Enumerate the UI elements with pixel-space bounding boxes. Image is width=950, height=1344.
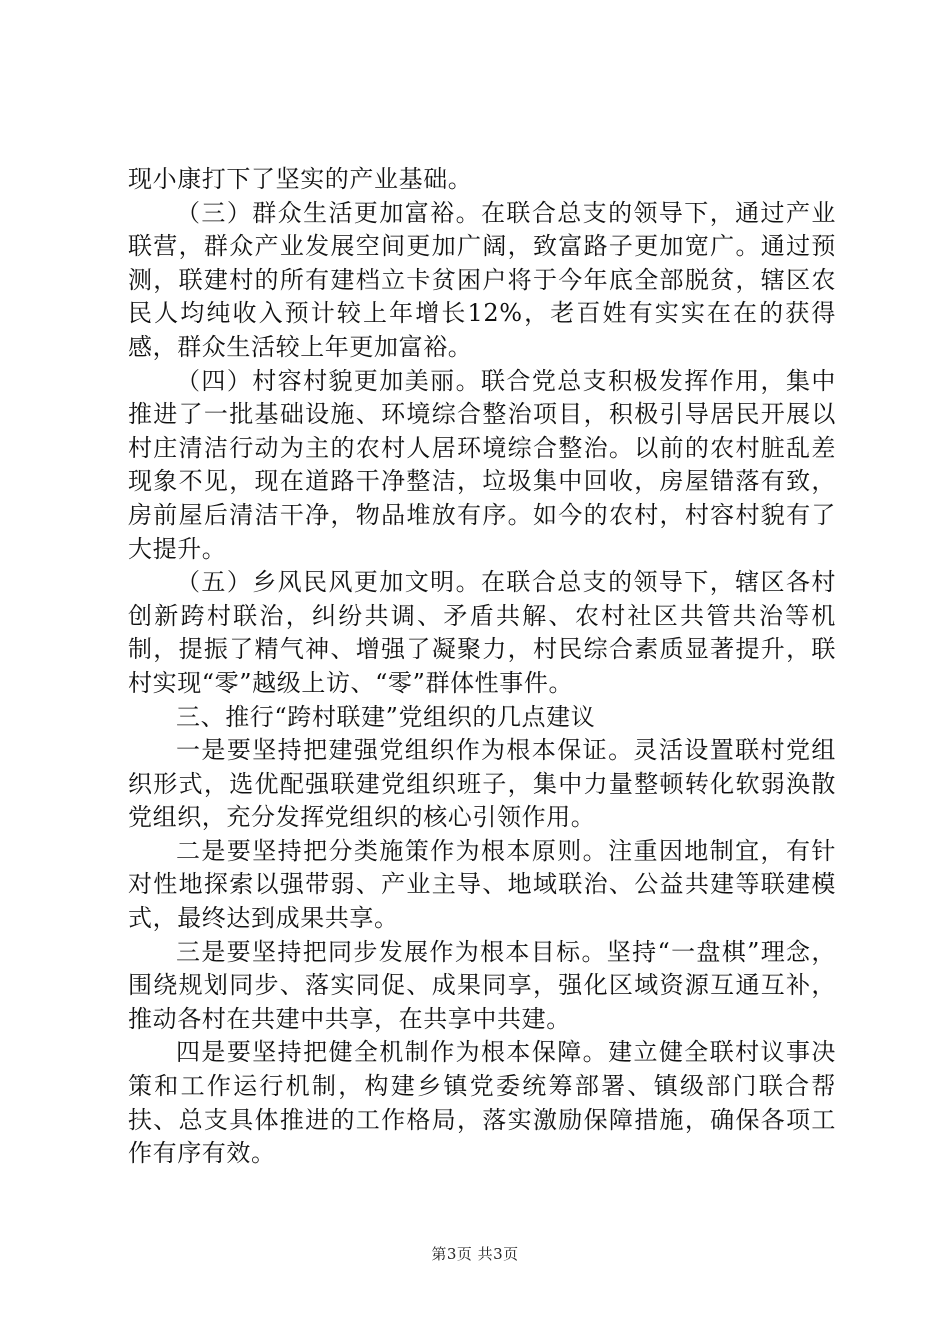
page-number-label: 第3页 共3页	[431, 1245, 519, 1263]
section-heading-suggestions: 三、推行“跨村联建”党组织的几点建议	[176, 702, 596, 731]
paragraph-section-4: （四）村容村貌更加美丽。联合党总支积极发挥作用，集中推进了一批基础设施、环境综合整治项目，积极引导居民开展以村庄清洁行动为主的农村人居环境综合整治。以前的农村脏乱差现象不见，现在道路干净整洁，垃圾集中回收，房屋错落有致，房前屋后清洁干净，物品堆放有序。如今的农村，村容村貌有了大提升。	[128, 366, 836, 563]
paragraph-suggestion-1: 一是要坚持把建强党组织作为根本保证。灵活设置联村党组织形式，选优配强联建党组织班子，集中力量整顿转化软弱涣散党组织，充分发挥党组织的核心引领作用。	[128, 736, 836, 832]
paragraph-continuation: 现小康打下了坚实的产业基础。	[128, 165, 473, 193]
paragraph-section-3: （三）群众生活更加富裕。在联合总支的领导下，通过产业联营，群众产业发展空间更加广阔，致富路子更加宽广。通过预测，联建村的所有建档立卡贫困户将于今年底全部脱贫，辖区农民人均纯收入预计较上年增长12%，老百姓有实实在在的获得感，群众生活较上年更加富裕。	[128, 198, 836, 361]
paragraph-suggestion-4: 四是要坚持把健全机制作为根本保障。建立健全联村议事决策和工作运行机制，构建乡镇党委统筹部署、镇级部门联合帮扶、总支具体推进的工作格局，落实激励保障措施，确保各项工作有序有效。	[128, 1038, 836, 1168]
paragraph-suggestion-3: 三是要坚持把同步发展作为根本目标。坚持“一盘棋”理念，围绕规划同步、落实同促、成果同享，强化区域资源互通互补，推动各村在共建中共享，在共享中共建。	[128, 937, 836, 1033]
page-footer	[0, 1243, 950, 1264]
document-body	[128, 163, 836, 1171]
paragraph-suggestion-2: 二是要坚持把分类施策作为根本原则。注重因地制宜，有针对性地探索以强带弱、产业主导、地域联治、公益共建等联建模式，最终达到成果共享。	[128, 836, 836, 933]
paragraph-section-5: （五）乡风民风更加文明。在联合总支的领导下，辖区各村创新跨村联治，纠纷共调、矛盾共解、农村社区共管共治等机制，提振了精气神、增强了凝聚力，村民综合素质显著提升，联村实现“零”越级上访、“零”群体性事件。	[128, 568, 836, 697]
